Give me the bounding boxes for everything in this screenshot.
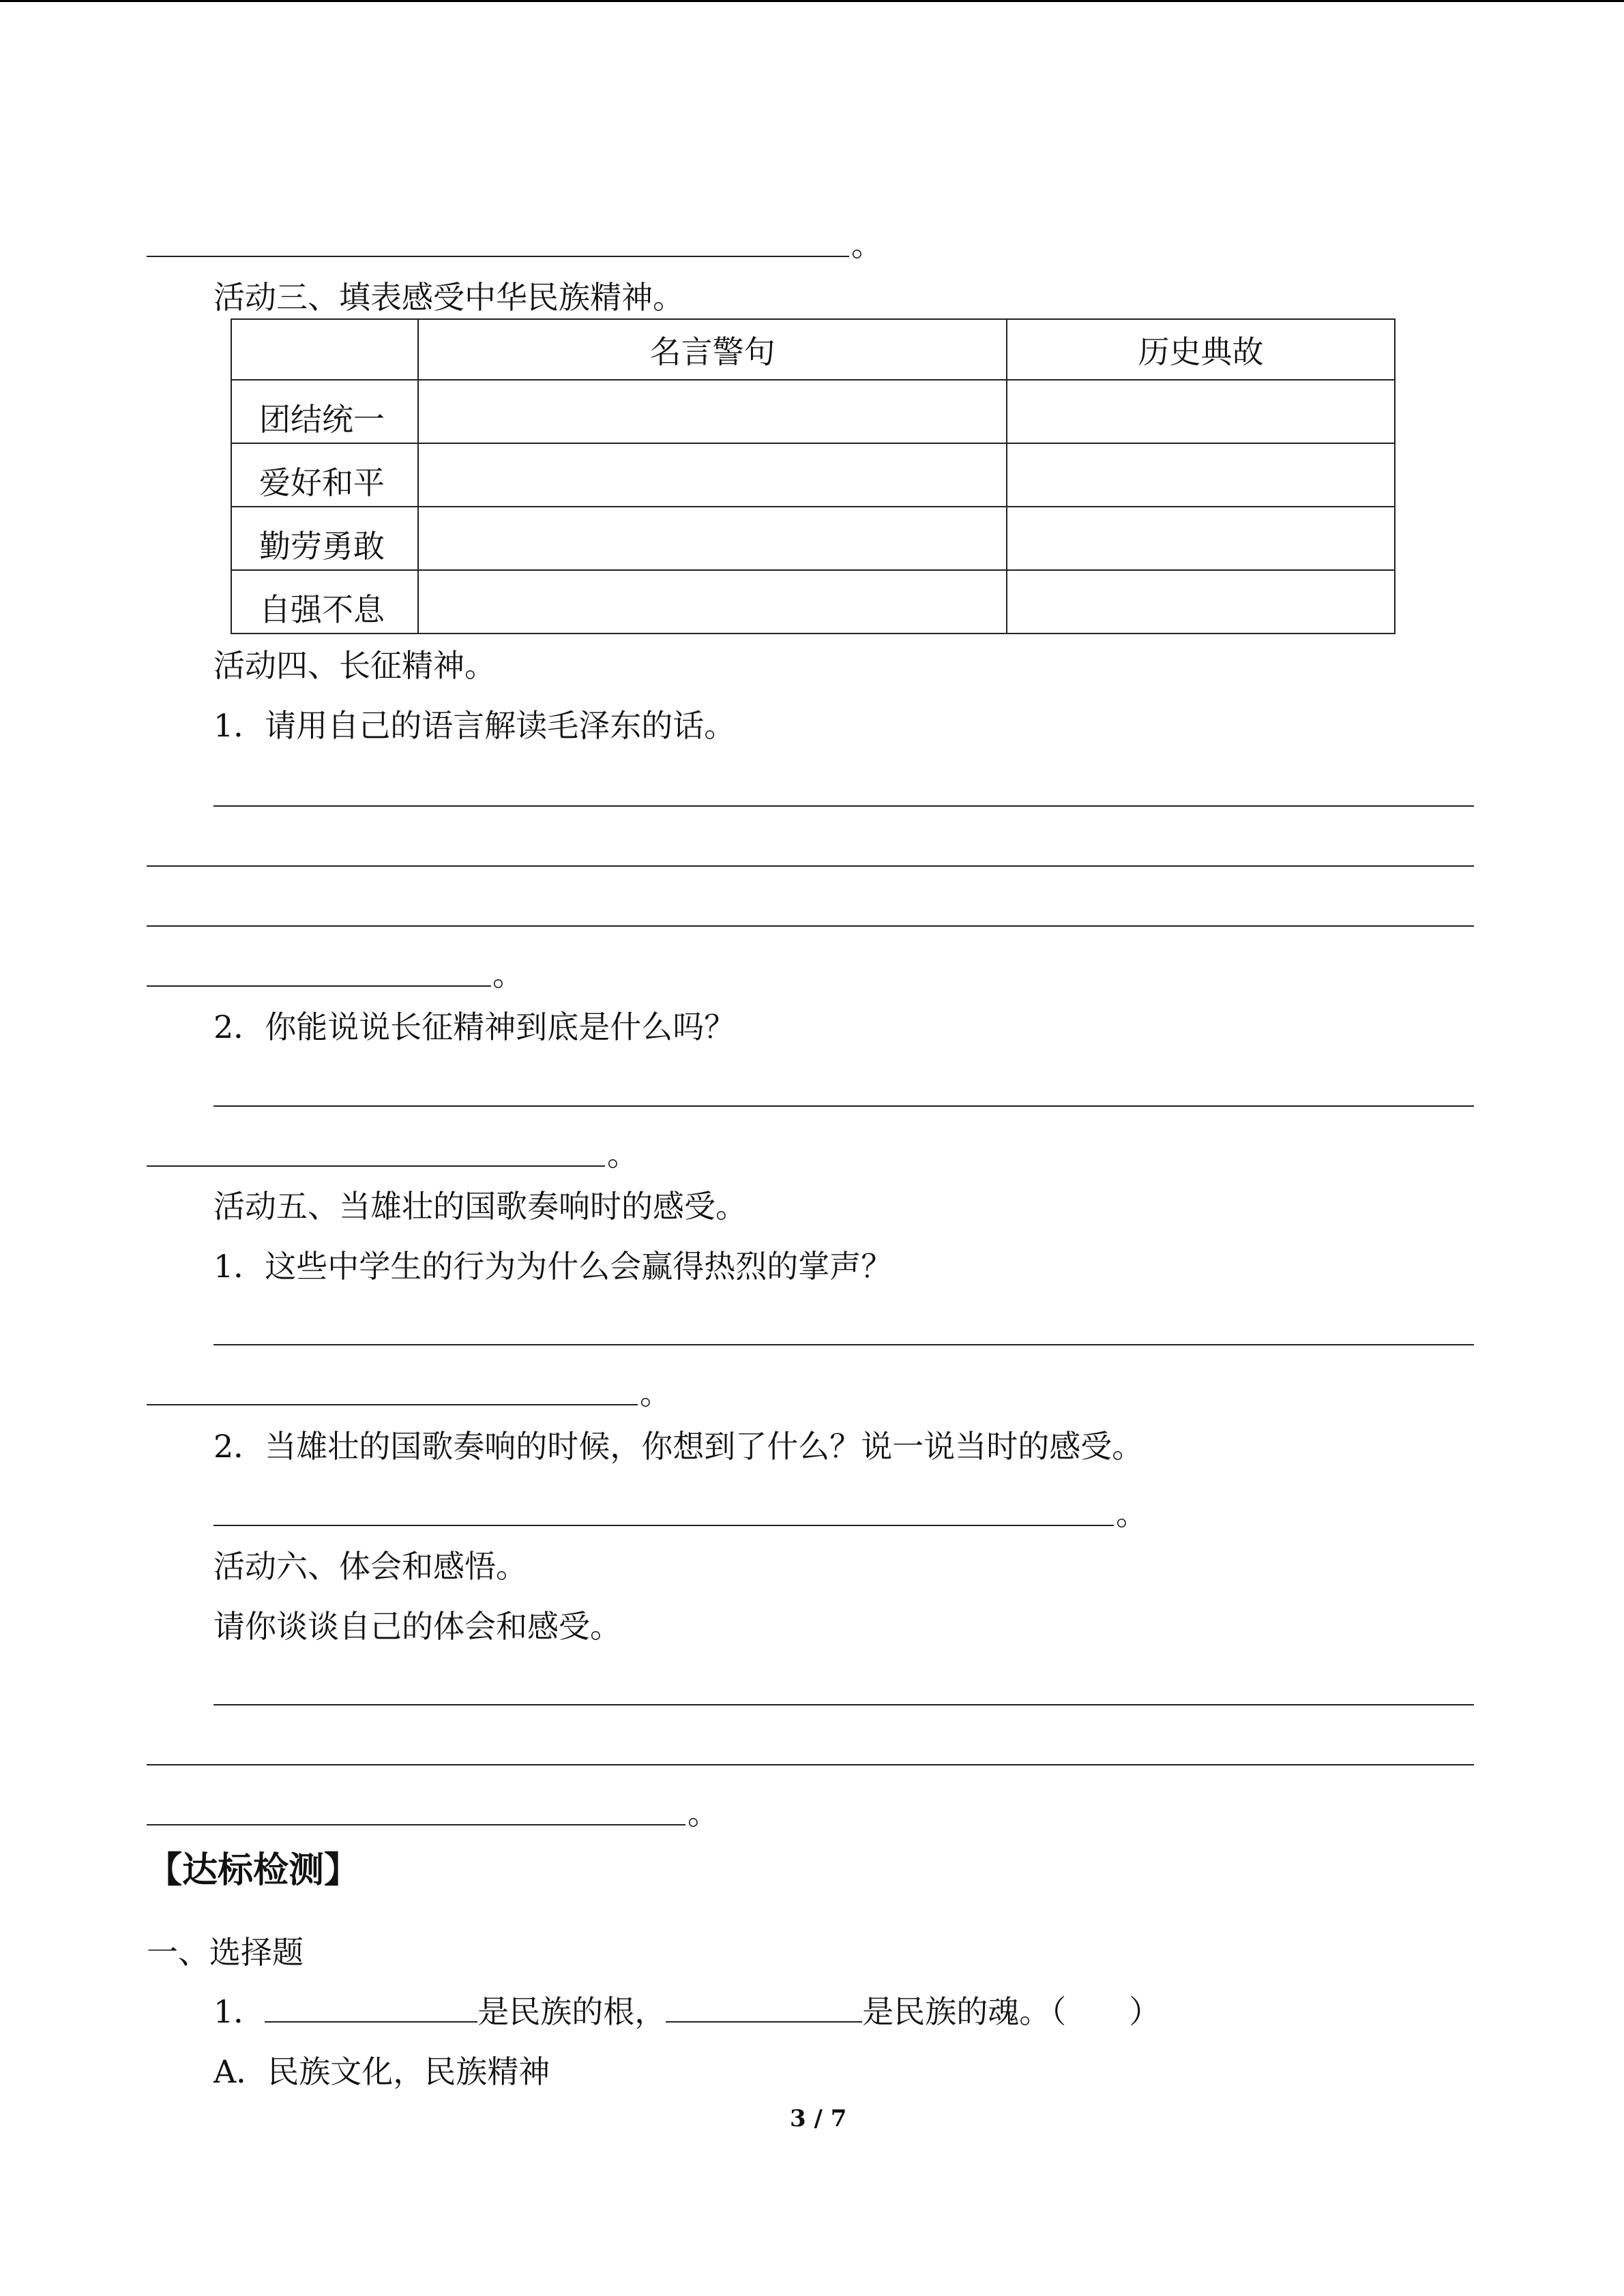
period-mark: 。 (851, 226, 883, 263)
table-row (231, 570, 1395, 633)
table-corner-cell (231, 319, 418, 380)
quote-cell[interactable] (418, 380, 1007, 443)
page-number: 3 / 7 (790, 2105, 847, 2132)
activity3-title: 活动三、填表感受中华民族精神。 (213, 279, 684, 316)
answer-line[interactable] (213, 1704, 1474, 1705)
answer-line[interactable] (147, 1824, 685, 1825)
row-label-self-improvement: 自强不息 (231, 570, 418, 633)
answer-line[interactable] (213, 1525, 1114, 1526)
activity4-question-2: 2．你能说说长征精神到底是什么吗？ (213, 1009, 736, 1045)
spirit-table (231, 318, 1396, 634)
fill-blank-2[interactable] (666, 1991, 862, 2023)
period-mark: 。 (1116, 1495, 1147, 1532)
answer-line[interactable] (147, 985, 491, 987)
table-row (231, 443, 1395, 507)
activity4-question-1: 1．请用自己的语言解读毛泽东的话。 (213, 707, 736, 744)
activity5-question-2: 2．当雄壮的国歌奏响的时候，你想到了什么？说一说当时的感受。 (213, 1428, 1144, 1465)
story-cell[interactable] (1007, 570, 1395, 633)
answer-line[interactable] (213, 1344, 1474, 1345)
quote-cell[interactable] (418, 570, 1007, 633)
answer-line[interactable] (147, 925, 1474, 927)
period-mark: 。 (492, 956, 524, 993)
answer-line[interactable] (147, 1404, 638, 1405)
quote-cell[interactable] (418, 443, 1007, 507)
story-cell[interactable] (1007, 507, 1395, 570)
period-mark: 。 (640, 1375, 671, 1412)
answer-line[interactable] (147, 1764, 1474, 1765)
question-text-mid: 是民族的根， (477, 1993, 666, 2030)
quote-cell[interactable] (418, 507, 1007, 570)
row-label-unity: 团结统一 (231, 380, 418, 443)
header-stories: 历史典故 (1007, 319, 1395, 380)
answer-line[interactable] (147, 1165, 605, 1167)
choice-question-1 (213, 1991, 1160, 2032)
table-header-row (231, 319, 1395, 380)
answer-line[interactable] (147, 256, 849, 257)
row-label-diligence: 勤劳勇敢 (231, 507, 418, 570)
table-row (231, 380, 1395, 443)
activity5-title: 活动五、当雄壮的国歌奏响时的感受。 (213, 1188, 747, 1225)
period-mark: 。 (688, 1795, 719, 1832)
activity4-title: 活动四、长征精神。 (213, 647, 496, 684)
answer-line[interactable] (213, 1105, 1474, 1107)
story-cell[interactable] (1007, 380, 1395, 443)
table-row (231, 507, 1395, 570)
story-cell[interactable] (1007, 443, 1395, 507)
row-label-peace: 爱好和平 (231, 443, 418, 507)
activity5-question-1: 1．这些中学生的行为为什么会赢得热烈的掌声？ (213, 1248, 893, 1285)
part1-heading: 一、选择题 (147, 1934, 304, 1971)
question-text-end: 是民族的魂。（ ） (862, 1993, 1161, 2030)
option-a[interactable]: A．民族文化，民族精神 (213, 2053, 550, 2090)
fill-blank-1[interactable] (265, 1991, 477, 2023)
answer-line[interactable] (147, 865, 1474, 867)
assessment-heading: 【达标检测】 (147, 1850, 360, 1891)
period-mark: 。 (607, 1136, 638, 1173)
header-quotes: 名言警句 (418, 319, 1007, 380)
activity6-prompt: 请你谈谈自己的体会和感受。 (213, 1608, 621, 1645)
answer-line[interactable] (213, 805, 1474, 807)
activity6-title: 活动六、体会和感悟。 (213, 1548, 527, 1585)
question-number: 1． (213, 1993, 265, 2030)
